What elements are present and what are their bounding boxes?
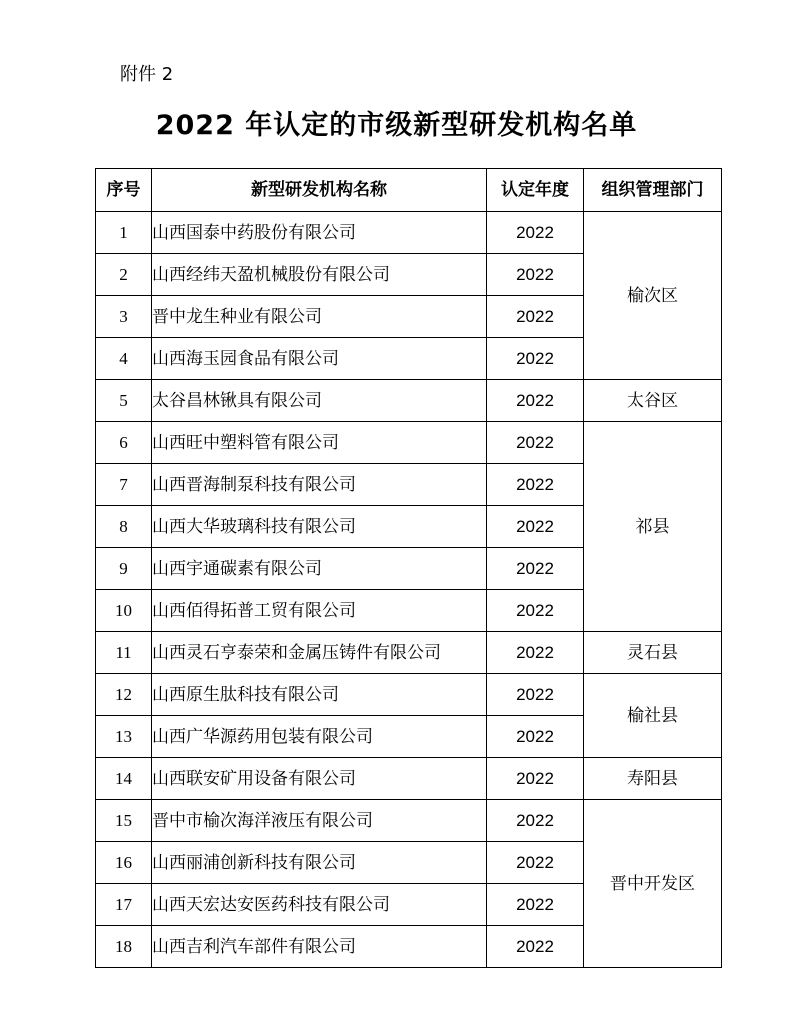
recognition-year-cell: 2022	[487, 464, 584, 506]
serial-number-cell: 3	[96, 296, 152, 338]
serial-number-cell: 13	[96, 716, 152, 758]
header-institution-name: 新型研发机构名称	[152, 169, 487, 212]
table-row	[96, 380, 722, 422]
management-department-cell: 榆社县	[584, 674, 722, 758]
recognition-year-cell: 2022	[487, 380, 584, 422]
institution-name-cell: 山西经纬天盈机械股份有限公司	[152, 254, 487, 296]
recognition-year-cell: 2022	[487, 296, 584, 338]
recognition-year-cell: 2022	[487, 884, 584, 926]
institution-name-cell: 晋中龙生种业有限公司	[152, 296, 487, 338]
institution-name-cell: 山西灵石亨泰荣和金属压铸件有限公司	[152, 632, 487, 674]
table-row	[96, 800, 722, 842]
recognition-year-cell: 2022	[487, 842, 584, 884]
table-row	[96, 674, 722, 716]
serial-number-cell: 10	[96, 590, 152, 632]
management-department-cell: 祁县	[584, 422, 722, 632]
table-body	[96, 212, 722, 968]
institution-name-cell: 山西宇通碳素有限公司	[152, 548, 487, 590]
attachment-label: 附件 2	[120, 64, 174, 85]
header-serial-number: 序号	[96, 169, 152, 212]
recognition-year-cell: 2022	[487, 548, 584, 590]
serial-number-cell: 2	[96, 254, 152, 296]
institution-name-cell: 山西吉利汽车部件有限公司	[152, 926, 487, 968]
serial-number-cell: 8	[96, 506, 152, 548]
table-header-row	[96, 169, 722, 212]
institution-name-cell: 山西晋海制泵科技有限公司	[152, 464, 487, 506]
serial-number-cell: 15	[96, 800, 152, 842]
recognition-year-cell: 2022	[487, 632, 584, 674]
serial-number-cell: 18	[96, 926, 152, 968]
institution-name-cell: 山西佰得拓普工贸有限公司	[152, 590, 487, 632]
institution-table	[95, 168, 722, 968]
document-title: 2022 年认定的市级新型研发机构名单	[155, 110, 638, 141]
table-row	[96, 212, 722, 254]
recognition-year-cell: 2022	[487, 212, 584, 254]
institution-name-cell: 山西广华源药用包装有限公司	[152, 716, 487, 758]
serial-number-cell: 14	[96, 758, 152, 800]
recognition-year-cell: 2022	[487, 926, 584, 968]
institution-name-cell: 山西大华玻璃科技有限公司	[152, 506, 487, 548]
management-department-cell: 太谷区	[584, 380, 722, 422]
serial-number-cell: 9	[96, 548, 152, 590]
serial-number-cell: 11	[96, 632, 152, 674]
recognition-year-cell: 2022	[487, 758, 584, 800]
serial-number-cell: 12	[96, 674, 152, 716]
institution-name-cell: 山西丽浦创新科技有限公司	[152, 842, 487, 884]
recognition-year-cell: 2022	[487, 506, 584, 548]
institution-name-cell: 太谷昌林锹具有限公司	[152, 380, 487, 422]
institution-name-cell: 山西旺中塑料管有限公司	[152, 422, 487, 464]
management-department-cell: 灵石县	[584, 632, 722, 674]
header-management-department: 组织管理部门	[584, 169, 722, 212]
serial-number-cell: 7	[96, 464, 152, 506]
serial-number-cell: 1	[96, 212, 152, 254]
serial-number-cell: 16	[96, 842, 152, 884]
institution-name-cell: 山西联安矿用设备有限公司	[152, 758, 487, 800]
institution-name-cell: 山西天宏达安医药科技有限公司	[152, 884, 487, 926]
recognition-year-cell: 2022	[487, 338, 584, 380]
serial-number-cell: 17	[96, 884, 152, 926]
table-row	[96, 422, 722, 464]
serial-number-cell: 6	[96, 422, 152, 464]
recognition-year-cell: 2022	[487, 716, 584, 758]
management-department-cell: 晋中开发区	[584, 800, 722, 968]
table-row	[96, 632, 722, 674]
recognition-year-cell: 2022	[487, 800, 584, 842]
recognition-year-cell: 2022	[487, 422, 584, 464]
institution-name-cell: 山西国泰中药股份有限公司	[152, 212, 487, 254]
recognition-year-cell: 2022	[487, 590, 584, 632]
institution-name-cell: 山西原生肽科技有限公司	[152, 674, 487, 716]
management-department-cell: 榆次区	[584, 212, 722, 380]
header-recognition-year: 认定年度	[487, 169, 584, 212]
institution-name-cell: 山西海玉园食品有限公司	[152, 338, 487, 380]
serial-number-cell: 4	[96, 338, 152, 380]
serial-number-cell: 5	[96, 380, 152, 422]
management-department-cell: 寿阳县	[584, 758, 722, 800]
recognition-year-cell: 2022	[487, 674, 584, 716]
recognition-year-cell: 2022	[487, 254, 584, 296]
table-row	[96, 758, 722, 800]
institution-name-cell: 晋中市榆次海洋液压有限公司	[152, 800, 487, 842]
